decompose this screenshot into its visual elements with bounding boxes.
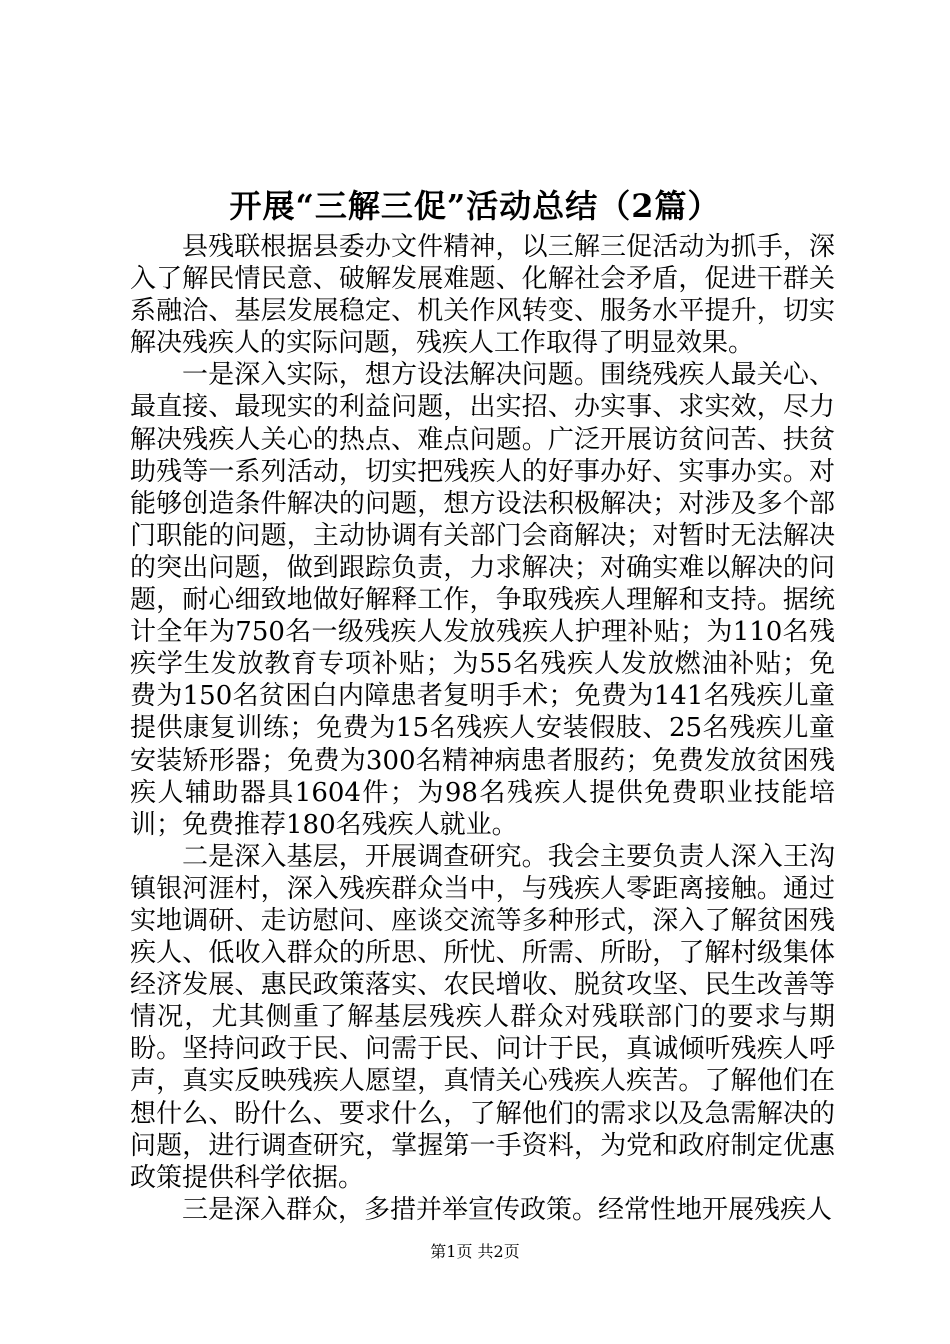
paragraph-intro: 县残联根据县委办文件精神，以三解三促活动为抓手，深入了解民情民意、破解发展难题、化解社会矛盾，促进干群关系融洽、基层发展稳定、机关作风转变、服务水平提升，切实解决残疾人的实际问题，残疾人工作取得了明显效果。: [130, 232, 835, 359]
document-body: [130, 231, 835, 1226]
page-footer: 第1页 共2页: [430, 1242, 520, 1261]
document-title: 开展“三解三促”活动总结（2篇）: [229, 187, 721, 225]
paragraph-point-one: 一是深入实际，想方设法解决问题。围绕残疾人最关心、最直接、最现实的利益问题，出实招、办实事、求实效，尽力解决残疾人关心的热点、难点问题。广泛开展访贫问苦、扶贫助残等一系列活动，切实把残疾人的好事办好、实事办实。对能够创造条件解决的问题，想方设法积极解决；对涉及多个部门职能的问题，主动协调有关部门会商解决；对暂时无法解决的突出问题，做到跟踪负责，力求解决；对确实难以解决的问题，耐心细致地做好解释工作，争取残疾人理解和支持。据统计全年为750名一级残疾人发放残疾人护理补贴；为110名残疾学生发放教育专项补贴；为55名残疾人发放燃油补贴；免费为150名贫困白内障患者复明手术；免费为141名残疾儿童提供康复训练；免费为15名残疾人安装假肢、25名残疾儿童安装矫形器；免费为300名精神病患者服药；免费发放贫困残疾人辅助器具1604件；为98名残疾人提供免费职业技能培训；免费推荐180名残疾人就业。: [130, 360, 835, 840]
paragraph-point-three: 三是深入群众，多措并举宣传政策。经常性地开展残疾人: [182, 1194, 833, 1225]
paragraph-point-two: 二是深入基层，开展调查研究。我会主要负责人深入王沟镇银河涯村，深入残疾群众当中，与残疾人零距离接触。通过实地调研、走访慰问、座谈交流等多种形式，深入了解贫困残疾人、低收入群众的所思、所忧、所需、所盼，了解村级集体经济发展、惠民政策落实、农民增收、脱贫攻坚、民生改善等情况，尤其侧重了解基层残疾人群众对残联部门的要求与期盼。坚持问政于民、问需于民、问计于民，真诚倾听残疾人呼声，真实反映残疾人愿望，真情关心残疾人疾苦。了解他们在想什么、盼什么、要求什么，了解他们的需求以及急需解决的问题，进行调查研究，掌握第一手资料，为党和政府制定优惠政策提供科学依据。: [130, 841, 835, 1193]
